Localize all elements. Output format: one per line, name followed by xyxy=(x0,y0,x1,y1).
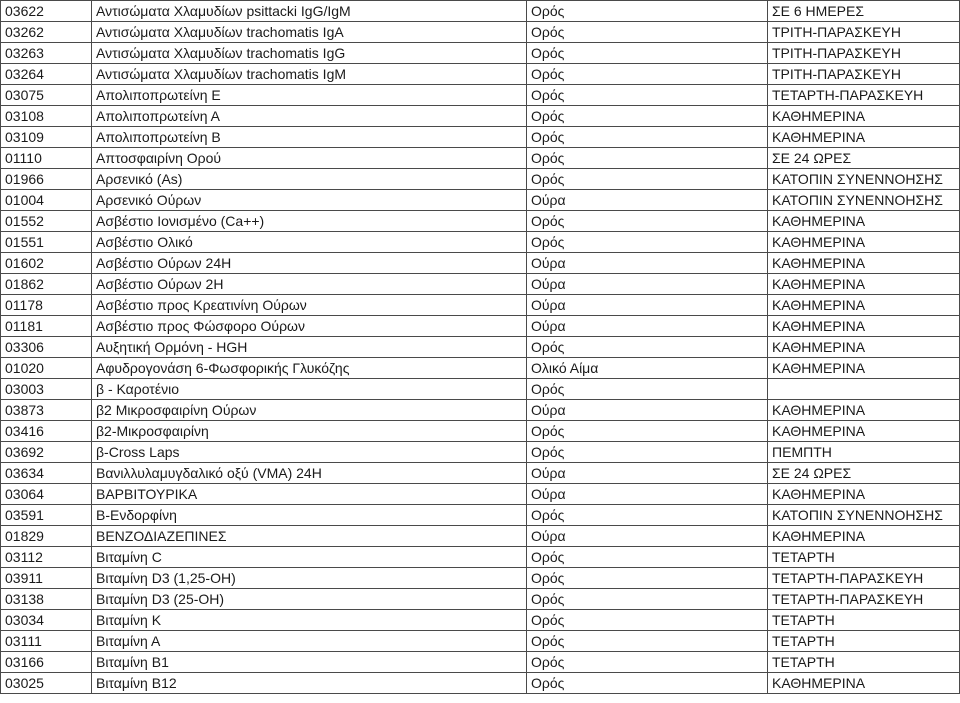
schedule-cell: ΤΡΙΤΗ-ΠΑΡΑΣΚΕΥΗ xyxy=(768,43,960,64)
test-code-cell: 03166 xyxy=(1,652,92,673)
table-row xyxy=(1,64,960,85)
schedule-cell: ΣΕ 24 ΩΡΕΣ xyxy=(768,463,960,484)
test-name-cell: Ασβέστιο προς Φώσφορο Ούρων xyxy=(92,316,527,337)
table-row xyxy=(1,673,960,694)
schedule-cell: ΤΕΤΑΡΤΗ-ΠΑΡΑΣΚΕΥΗ xyxy=(768,85,960,106)
test-code-cell: 03111 xyxy=(1,631,92,652)
table-body xyxy=(1,1,960,694)
table-row xyxy=(1,505,960,526)
schedule-cell: ΤΕΤΑΡΤΗ xyxy=(768,631,960,652)
test-name-cell: Αντισώματα Χλαμυδίων trachomatis IgG xyxy=(92,43,527,64)
schedule-cell: ΚΑΘΗΜΕΡΙΝΑ xyxy=(768,295,960,316)
table-row xyxy=(1,316,960,337)
test-name-cell: Βιταμίνη C xyxy=(92,547,527,568)
test-code-cell: 01829 xyxy=(1,526,92,547)
test-name-cell: Βιταμίνη Β1 xyxy=(92,652,527,673)
schedule-cell: ΚΑΘΗΜΕΡΙΝΑ xyxy=(768,274,960,295)
schedule-cell: ΚΑΘΗΜΕΡΙΝΑ xyxy=(768,400,960,421)
test-name-cell: Αντισώματα Χλαμυδίων psittacki IgG/IgM xyxy=(92,1,527,22)
test-code-cell: 03108 xyxy=(1,106,92,127)
sample-type-cell: Ορός xyxy=(527,379,768,400)
test-code-cell: 03003 xyxy=(1,379,92,400)
sample-type-cell: Ούρα xyxy=(527,400,768,421)
test-name-cell: Ασβέστιο προς Κρεατινίνη Ούρων xyxy=(92,295,527,316)
sample-type-cell: Ούρα xyxy=(527,463,768,484)
schedule-cell: ΚΑΤΟΠΙΝ ΣΥΝΕΝΝΟΗΣΗΣ xyxy=(768,505,960,526)
schedule-cell: ΚΑΘΗΜΕΡΙΝΑ xyxy=(768,526,960,547)
table-row xyxy=(1,442,960,463)
sample-type-cell: Ορός xyxy=(527,631,768,652)
test-name-cell: Αντισώματα Χλαμυδίων trachomatis IgA xyxy=(92,22,527,43)
sample-type-cell: Ορός xyxy=(527,127,768,148)
sample-type-cell: Ορός xyxy=(527,442,768,463)
test-code-cell: 01551 xyxy=(1,232,92,253)
test-name-cell: β - Καροτένιο xyxy=(92,379,527,400)
test-code-cell: 03075 xyxy=(1,85,92,106)
sample-type-cell: Ορός xyxy=(527,64,768,85)
test-name-cell: Απτοσφαιρίνη Ορού xyxy=(92,148,527,169)
test-code-cell: 01602 xyxy=(1,253,92,274)
test-name-cell: ΒΑΡΒΙΤΟΥΡΙΚΑ xyxy=(92,484,527,505)
test-code-cell: 01110 xyxy=(1,148,92,169)
test-code-cell: 01552 xyxy=(1,211,92,232)
test-code-cell: 01004 xyxy=(1,190,92,211)
test-name-cell: Βιταμίνη D3 (1,25-OH) xyxy=(92,568,527,589)
sample-type-cell: Ορός xyxy=(527,1,768,22)
schedule-cell: ΚΑΘΗΜΕΡΙΝΑ xyxy=(768,673,960,694)
test-name-cell: Βιταμίνη D3 (25-OH) xyxy=(92,589,527,610)
sample-type-cell: Ούρα xyxy=(527,190,768,211)
schedule-cell: ΤΕΤΑΡΤΗ-ΠΑΡΑΣΚΕΥΗ xyxy=(768,568,960,589)
test-code-cell: 03873 xyxy=(1,400,92,421)
sample-type-cell: Ορός xyxy=(527,589,768,610)
table-row xyxy=(1,85,960,106)
test-code-cell: 01178 xyxy=(1,295,92,316)
table-row xyxy=(1,421,960,442)
sample-type-cell: Ορός xyxy=(527,337,768,358)
test-name-cell: β2 Μικροσφαιρίνη Ούρων xyxy=(92,400,527,421)
table-row xyxy=(1,631,960,652)
sample-type-cell: Ορός xyxy=(527,85,768,106)
table-row xyxy=(1,547,960,568)
test-name-cell: β2-Μικροσφαιρίνη xyxy=(92,421,527,442)
table-row xyxy=(1,1,960,22)
table-row xyxy=(1,190,960,211)
sample-type-cell: Ορός xyxy=(527,568,768,589)
test-code-cell: 03112 xyxy=(1,547,92,568)
table-row xyxy=(1,568,960,589)
schedule-cell: ΚΑΘΗΜΕΡΙΝΑ xyxy=(768,337,960,358)
sample-type-cell: Ορός xyxy=(527,610,768,631)
schedule-cell: ΚΑΘΗΜΕΡΙΝΑ xyxy=(768,253,960,274)
table-row xyxy=(1,610,960,631)
table-row xyxy=(1,400,960,421)
sample-type-cell: Ούρα xyxy=(527,316,768,337)
table-row xyxy=(1,43,960,64)
table-row xyxy=(1,652,960,673)
schedule-cell xyxy=(768,379,960,400)
schedule-cell: ΚΑΘΗΜΕΡΙΝΑ xyxy=(768,484,960,505)
table-row xyxy=(1,526,960,547)
test-code-cell: 03911 xyxy=(1,568,92,589)
test-name-cell: Αφυδρογονάση 6-Φωσφορικής Γλυκόζης xyxy=(92,358,527,379)
schedule-cell: ΚΑΤΟΠΙΝ ΣΥΝΕΝΝΟΗΣΗΣ xyxy=(768,169,960,190)
test-code-cell: 01862 xyxy=(1,274,92,295)
table-row xyxy=(1,106,960,127)
test-code-cell: 01181 xyxy=(1,316,92,337)
test-code-cell: 03264 xyxy=(1,64,92,85)
test-name-cell: Βανιλλυλαμυγδαλικό οξύ (VMA) 24Η xyxy=(92,463,527,484)
test-name-cell: Β-Ενδορφίνη xyxy=(92,505,527,526)
test-code-cell: 03634 xyxy=(1,463,92,484)
schedule-cell: ΠΕΜΠΤΗ xyxy=(768,442,960,463)
test-name-cell: β-Cross Laps xyxy=(92,442,527,463)
test-code-cell: 01020 xyxy=(1,358,92,379)
test-name-cell: Βιταμίνη Κ xyxy=(92,610,527,631)
test-name-cell: Βιταμίνη Β12 xyxy=(92,673,527,694)
sample-type-cell: Ορός xyxy=(527,169,768,190)
sample-type-cell: Ορός xyxy=(527,505,768,526)
table-row xyxy=(1,295,960,316)
test-name-cell: Βιταμίνη Α xyxy=(92,631,527,652)
table-row xyxy=(1,484,960,505)
test-code-cell: 03064 xyxy=(1,484,92,505)
test-name-cell: Ασβέστιο Ιονισμένο (Ca++) xyxy=(92,211,527,232)
sample-type-cell: Ολικό Αίμα xyxy=(527,358,768,379)
test-name-cell: ΒΕΝΖΟΔΙΑΖΕΠΙΝΕΣ xyxy=(92,526,527,547)
schedule-cell: ΤΡΙΤΗ-ΠΑΡΑΣΚΕΥΗ xyxy=(768,22,960,43)
sample-type-cell: Ορός xyxy=(527,673,768,694)
test-code-cell: 03306 xyxy=(1,337,92,358)
table-row xyxy=(1,274,960,295)
test-name-cell: Απολιποπρωτείνη Β xyxy=(92,127,527,148)
table-row xyxy=(1,169,960,190)
table-row xyxy=(1,127,960,148)
sample-type-cell: Ούρα xyxy=(527,274,768,295)
schedule-cell: ΤΡΙΤΗ-ΠΑΡΑΣΚΕΥΗ xyxy=(768,64,960,85)
schedule-cell: ΚΑΘΗΜΕΡΙΝΑ xyxy=(768,358,960,379)
schedule-cell: ΣΕ 6 ΗΜΕΡΕΣ xyxy=(768,1,960,22)
sample-type-cell: Ορός xyxy=(527,211,768,232)
test-name-cell: Αντισώματα Χλαμυδίων trachomatis IgM xyxy=(92,64,527,85)
table-row xyxy=(1,379,960,400)
test-code-cell: 03034 xyxy=(1,610,92,631)
schedule-cell: ΚΑΘΗΜΕΡΙΝΑ xyxy=(768,421,960,442)
schedule-cell: ΚΑΘΗΜΕΡΙΝΑ xyxy=(768,106,960,127)
table-row xyxy=(1,463,960,484)
test-code-cell: 03622 xyxy=(1,1,92,22)
test-code-cell: 03109 xyxy=(1,127,92,148)
sample-type-cell: Ορός xyxy=(527,43,768,64)
table-row xyxy=(1,22,960,43)
schedule-cell: ΣΕ 24 ΩΡΕΣ xyxy=(768,148,960,169)
test-name-cell: Αρσενικό (As) xyxy=(92,169,527,190)
sample-type-cell: Ορός xyxy=(527,22,768,43)
test-code-cell: 03263 xyxy=(1,43,92,64)
schedule-cell: ΚΑΘΗΜΕΡΙΝΑ xyxy=(768,316,960,337)
schedule-cell: ΤΕΤΑΡΤΗ xyxy=(768,610,960,631)
table-row xyxy=(1,337,960,358)
test-name-cell: Ασβέστιο Ούρων 2Η xyxy=(92,274,527,295)
schedule-cell: ΤΕΤΑΡΤΗ-ΠΑΡΑΣΚΕΥΗ xyxy=(768,589,960,610)
test-name-cell: Απολιποπρωτείνη Α xyxy=(92,106,527,127)
schedule-cell: ΤΕΤΑΡΤΗ xyxy=(768,652,960,673)
table-row xyxy=(1,148,960,169)
test-name-cell: Απολιποπρωτείνη Ε xyxy=(92,85,527,106)
sample-type-cell: Ούρα xyxy=(527,484,768,505)
test-code-cell: 03262 xyxy=(1,22,92,43)
schedule-cell: ΚΑΤΟΠΙΝ ΣΥΝΕΝΝΟΗΣΗΣ xyxy=(768,190,960,211)
sample-type-cell: Ορός xyxy=(527,421,768,442)
sample-type-cell: Ούρα xyxy=(527,253,768,274)
table-row xyxy=(1,589,960,610)
schedule-cell: ΚΑΘΗΜΕΡΙΝΑ xyxy=(768,127,960,148)
test-code-cell: 03416 xyxy=(1,421,92,442)
table-row xyxy=(1,358,960,379)
test-code-cell: 03591 xyxy=(1,505,92,526)
sample-type-cell: Ούρα xyxy=(527,295,768,316)
sample-type-cell: Ορός xyxy=(527,106,768,127)
sample-type-cell: Ορός xyxy=(527,652,768,673)
table-row xyxy=(1,211,960,232)
sample-type-cell: Ορός xyxy=(527,547,768,568)
test-name-cell: Αυξητική Ορμόνη - HGH xyxy=(92,337,527,358)
test-name-cell: Αρσενικό Ούρων xyxy=(92,190,527,211)
schedule-cell: ΚΑΘΗΜΕΡΙΝΑ xyxy=(768,232,960,253)
test-code-cell: 01966 xyxy=(1,169,92,190)
schedule-cell: ΚΑΘΗΜΕΡΙΝΑ xyxy=(768,211,960,232)
sample-type-cell: Ορός xyxy=(527,148,768,169)
schedule-cell: ΤΕΤΑΡΤΗ xyxy=(768,547,960,568)
test-code-cell: 03692 xyxy=(1,442,92,463)
table-row xyxy=(1,232,960,253)
test-code-cell: 03025 xyxy=(1,673,92,694)
test-name-cell: Ασβέστιο Ούρων 24Η xyxy=(92,253,527,274)
table-row xyxy=(1,253,960,274)
sample-type-cell: Ορός xyxy=(527,232,768,253)
sample-type-cell: Ούρα xyxy=(527,526,768,547)
test-code-cell: 03138 xyxy=(1,589,92,610)
test-name-cell: Ασβέστιο Ολικό xyxy=(92,232,527,253)
